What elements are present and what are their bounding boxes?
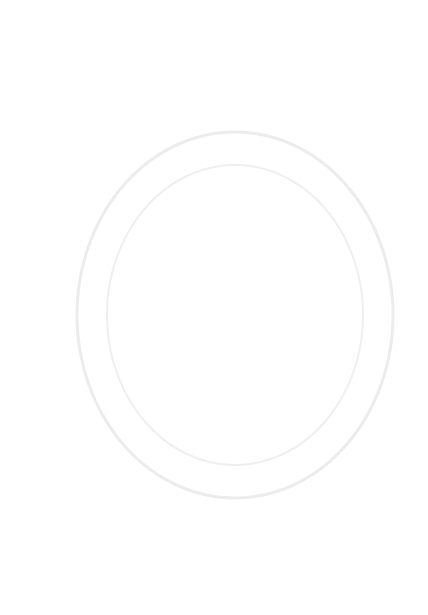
page-content: [122, 86, 374, 89]
watermark-top: [0, 2, 428, 30]
library-seal-watermark: [70, 110, 400, 510]
